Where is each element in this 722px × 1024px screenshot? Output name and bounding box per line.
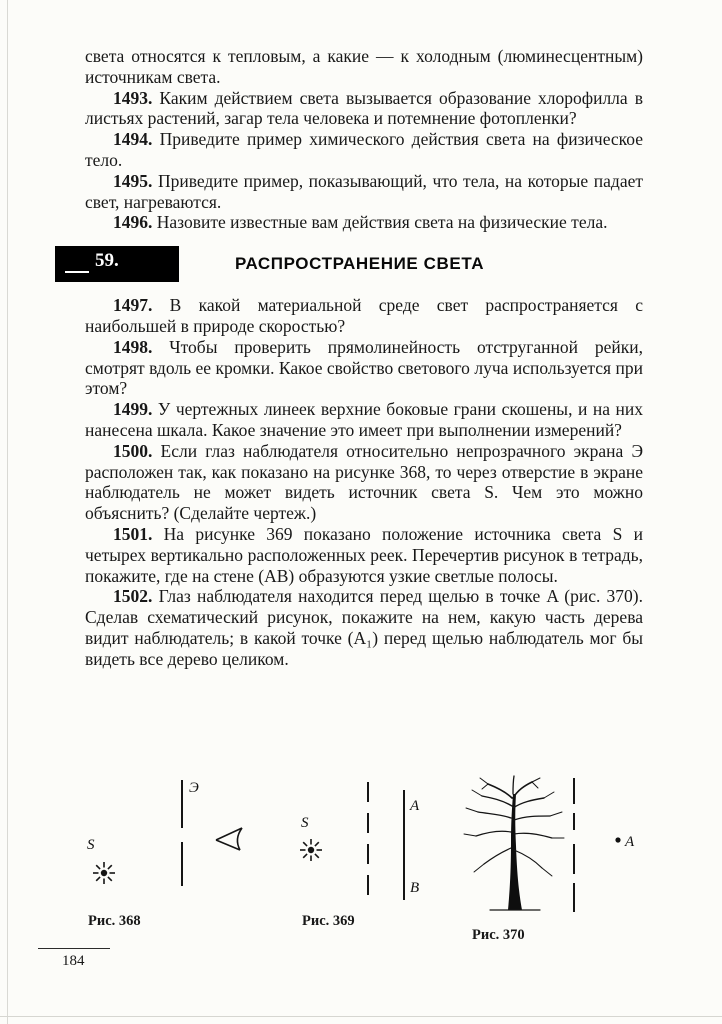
problem-1496 [85,212,643,233]
problem-text: Если глаз наблюдателя относительно непрозрачного экрана Э расположен так, как показано на рисунке 368, то через отверстие в экране наблюдатель не может видеть источник света S. Чем это можно объяснить? (Сделайте чертеж.) [85,440,643,524]
problem-1502 [85,586,643,669]
problem-1498 [85,337,643,399]
problem-number: 1500. [113,440,153,461]
problem-text: Назовите известные вам действия света на физические тела. [156,212,608,233]
problem-number: 1501. [113,523,153,544]
problem-1500 [85,441,643,524]
problem-number: 1502. [113,586,153,607]
problem-number: 1495. [113,170,153,191]
problem-1493 [85,88,643,130]
section-header [85,245,643,285]
page-number: 184 [38,948,110,970]
figures-row [0,774,722,964]
tree-illustration [464,776,564,910]
figure-caption: Рис. 370 [472,927,525,943]
problem-text: Глаз наблюдателя находится перед щелью в точке A (рис. 370). Сделав схематический рисунок, покажите на нем, какую часть дерева видит наблюдатель; в какой точке (A₁) перед щелью наблюдатель мог бы видеть все дерево целиком. [85,586,644,669]
problem-1497 [85,295,643,337]
light-source-icon [93,862,115,884]
problem-text: На рисунке 369 показано положение источника света S и четырех вертикально расположенных реек. Перечертив рисунок в тетрадь, покажите, где на стене (AB) образуются узкие светлые полосы. [85,523,643,586]
figure-369-drawing [284,774,434,902]
problem-1501 [85,524,643,586]
figure-caption: Рис. 369 [302,913,355,929]
text-column [85,46,643,670]
observer-point-dot [615,837,620,842]
problem-text: В какой материальной среде свет распространяется с наибольшей в природе скоростью? [85,295,644,336]
light-source-label: S [301,815,309,831]
figure-370-drawing [450,774,675,916]
figure-370 [450,774,675,944]
problem-number: 1494. [113,129,153,150]
wall-top-label: A [410,798,420,814]
problem-number: 1497. [113,295,153,316]
problem-text: Чтобы проверить прямолинейность отструганной рейки, смотрят вдоль ее кромки. Какое свойство светового луча используется при этом? [85,336,644,399]
problem-1494 [85,129,643,171]
problem-number: 1499. [113,399,153,420]
section-number: 59. [95,250,119,272]
figure-368-drawing [58,774,276,902]
problem-text: Приведите пример, показывающий, что тела, на которые падает свет, нагреваются. [85,170,643,212]
problem-number: 1498. [113,336,153,357]
screen-label: Э [189,780,199,796]
problem-1495 [85,171,643,213]
problem-text: У чертежных линеек верхние боковые грани скошены, и на них нанесена шкала. Какое значение это имеет при выполнении измерений? [85,399,643,440]
problem-number: 1496. [113,212,153,233]
figure-368 [58,774,276,930]
light-source-icon [300,839,322,861]
wall-bottom-label: B [410,880,420,896]
observer-point-label: A [625,834,635,850]
intro-paragraph: света относятся к тепловым, а какие — к холодным (люминесцентным) источникам света. [85,46,643,87]
figure-caption: Рис. 368 [88,913,141,929]
problem-number: 1493. [113,87,153,108]
figure-369 [284,774,434,930]
scan-edge-bottom [0,1016,722,1017]
light-source-label: S [87,837,95,853]
eye-icon [216,828,242,850]
problem-1499 [85,399,643,441]
section-number-bar [55,246,179,282]
problem-text: Каким действием света вызывается образование хлорофилла в листьях растений, загар тела человека и потемнение фотопленки? [85,87,643,129]
problem-text: Приведите пример химического действия света на физическое тело. [85,129,644,170]
section-title: РАСПРОСТРАНЕНИЕ СВЕТА [235,254,485,274]
